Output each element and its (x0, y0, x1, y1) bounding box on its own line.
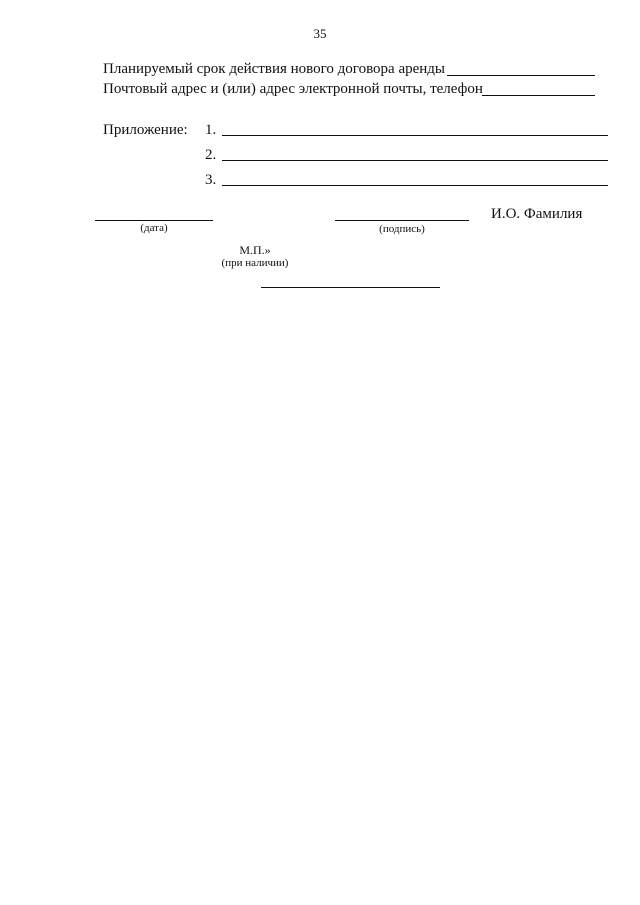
page-number: 35 (313, 26, 327, 41)
appendix-item-field-1[interactable] (222, 135, 608, 136)
appendix-label: Приложение: (103, 122, 188, 138)
seal-label: М.П.» (239, 243, 271, 257)
appendix-item-field-2[interactable] (222, 160, 608, 161)
closing-divider (261, 287, 440, 288)
appendix-item-number: 2. (205, 147, 217, 163)
seal-note: (при наличии) (221, 257, 289, 269)
signer-name: И.О. Фамилия (491, 206, 583, 222)
lease-term-label: Планируемый срок действия нового договора аренды (103, 61, 446, 77)
lease-term-field[interactable] (447, 75, 595, 76)
appendix-item-field-3[interactable] (222, 185, 608, 186)
date-caption: (дата) (140, 222, 168, 234)
signature-field[interactable] (335, 220, 469, 221)
appendix-item-number: 1. (205, 122, 217, 138)
contact-field[interactable] (482, 95, 595, 96)
contact-label: Почтовый адрес и (или) адрес электронной почты, телефон (103, 81, 483, 97)
appendix-item-number: 3. (205, 172, 217, 188)
signature-caption: (подпись) (379, 223, 425, 235)
date-field[interactable] (95, 220, 213, 221)
